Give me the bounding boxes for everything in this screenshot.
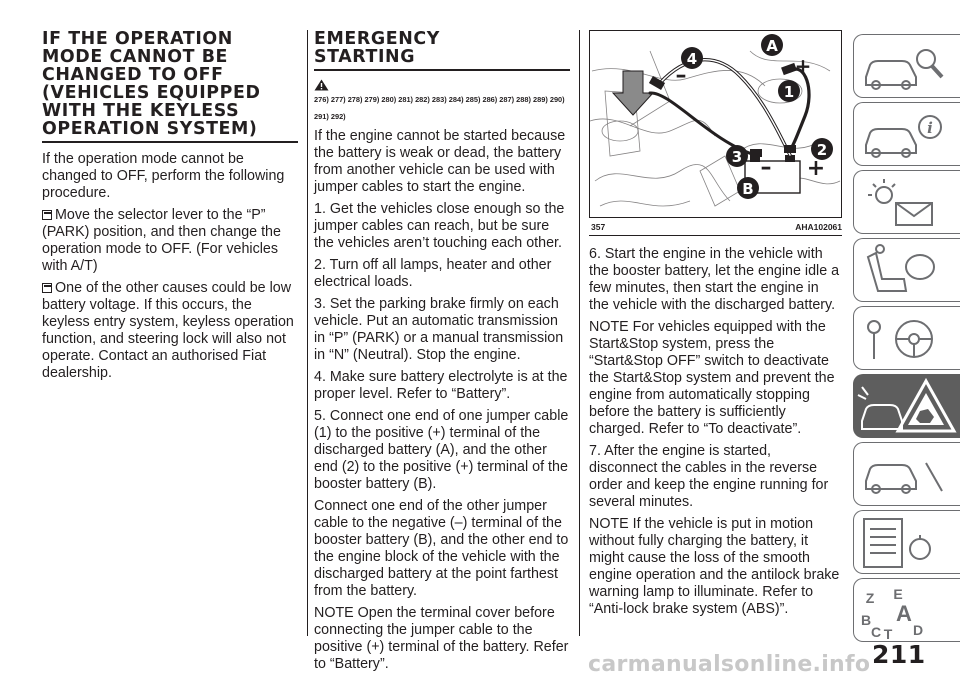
plus-sign-2: + <box>806 156 826 181</box>
callout-3: 3 <box>731 148 743 166</box>
alphabetical-index-icon <box>854 579 960 643</box>
figure-code: AHA102061 <box>795 222 842 232</box>
column-emergency-starting <box>314 30 570 678</box>
index-letter-t: T <box>883 626 893 642</box>
tab-maintenance[interactable] <box>853 442 960 506</box>
callout-a: A <box>766 37 778 55</box>
step-2: 2. Turn off all lamps, heater and other electrical loads. <box>314 257 552 290</box>
page-number: 211 <box>872 640 926 669</box>
index-letter-a: A <box>896 601 912 626</box>
callout-4: 4 <box>686 50 698 68</box>
tab-knowing-your-vehicle[interactable] <box>853 34 960 98</box>
seat-airbag-icon <box>854 239 960 303</box>
jump-start-illustration <box>589 30 842 218</box>
note: NOTE For vehicles equipped with the Start&Stop system, press the “Start&Stop OFF” switch to deactivate the Start&Stop system and prevent the engine from automatically stopping before the battery is sufficiently charged. Refer to “To deactivate”. <box>589 319 835 437</box>
car-breakdown-warning-icon <box>854 375 960 439</box>
note: NOTE If the vehicle is put in motion without fully charging the battery, it might cause the loss of the smooth engine operation and the antilock brake warning lamp to illuminate. Refer to “Anti-lock brake system (ABS)”. <box>589 516 840 617</box>
car-service-icon <box>854 443 960 507</box>
plus-sign-a: + <box>794 54 812 78</box>
specifications-icon <box>854 511 960 575</box>
figure-caption <box>589 221 842 236</box>
watermark-text: carmanualsonline.info <box>588 652 871 677</box>
step-5: 5. Connect one end of one jumper cable (1) to the positive (+) terminal of the discharged battery (A), and the other end (2) to the positive (+) terminal of the booster battery (B). <box>314 408 569 492</box>
figure-number: 357 <box>591 222 606 232</box>
location-arrow-icon <box>613 71 653 115</box>
paragraph: If the engine cannot be started because the battery is weak or dead, the battery from another vehicle can be used with jumper cables to start the engine. <box>314 128 566 195</box>
step-3: 3. Set the parking brake firmly on each vehicle. Put an automatic transmission in “P” (PARK) or a manual transmission in “N” (Neutral). Stop the engine. <box>314 296 564 363</box>
note: NOTE Open the terminal cover before connecting the jumper cable to the positive (+) terminal of the battery. Refer to “Battery”. <box>314 605 569 672</box>
index-letter-c: C <box>870 624 882 640</box>
svg-text:i: i <box>927 119 933 137</box>
bullet-icon <box>42 283 52 293</box>
step-7: 7. After the engine is started, disconnect the cables in the reverse order and keep the engine running for several minutes. <box>589 443 829 510</box>
tab-safety[interactable] <box>853 238 960 302</box>
minus-sign-4: – <box>675 63 687 88</box>
minus-sign-3: – <box>760 155 772 180</box>
index-letter-z: Z <box>865 590 875 606</box>
callout-2: 2 <box>816 141 828 159</box>
bullet-text: One of the other causes could be low battery voltage. If this occurs, the keyless entry system, keyless operation function, and steering lock will also not operate. Contact an authorised Fiat dealership. <box>42 280 294 381</box>
jump-start-diagram <box>590 31 842 218</box>
warning-lights-message-icon <box>854 171 960 235</box>
car-magnifier-icon <box>854 35 960 99</box>
index-letter-b: B <box>860 612 872 628</box>
intro-paragraph: If the operation mode cannot be changed to OFF, perform the following procedure. <box>42 151 285 201</box>
index-letter-e: E <box>893 586 903 602</box>
section-heading-bar <box>314 30 570 71</box>
callout-1: 1 <box>783 83 795 101</box>
bullet-paragraph-2 <box>42 280 298 382</box>
car-info-icon <box>854 103 960 167</box>
callout-b: B <box>742 180 754 198</box>
section-heading-operation-mode: IF THE OPERATION MODE CANNOT BE CHANGED TO OFF (VEHICLES EQUIPPED WITH THE KEYLESS OPERATION SYSTEM) <box>42 29 261 139</box>
tab-in-an-emergency[interactable] <box>853 374 960 438</box>
bullet-icon <box>42 210 52 220</box>
column-divider <box>307 30 308 636</box>
section-heading-bar <box>42 30 298 143</box>
column-emergency-starting-cont <box>589 30 842 623</box>
column-divider <box>579 30 580 636</box>
warning-reference-numbers[interactable]: 276) 277) 278) 279) 280) 281) 282) 283) 284) 285) 286) 287) 288) 289) 290) 291) 292) <box>314 95 565 121</box>
tab-vehicle-info[interactable] <box>853 102 960 166</box>
warning-references <box>314 79 570 125</box>
key-steering-wheel-icon <box>854 307 960 371</box>
index-letter-d: D <box>912 622 924 638</box>
tab-technical-data[interactable] <box>853 510 960 574</box>
bullet-paragraph-1 <box>42 207 298 275</box>
step-6: 6. Start the engine in the vehicle with the booster battery, let the engine idle a few minutes, then start the engine in the vehicle with the discharged battery. <box>589 246 840 313</box>
column-operation-mode <box>42 30 298 387</box>
tab-starting-driving[interactable] <box>853 306 960 370</box>
warning-triangle-icon <box>314 79 329 91</box>
step-1: 1. Get the vehicles close enough so the jumper cables can reach, but be sure the vehicles aren’t touching each other. <box>314 201 565 251</box>
step-4: 4. Make sure battery electrolyte is at the proper level. Refer to “Battery”. <box>314 369 568 402</box>
tab-warning-lights[interactable] <box>853 170 960 234</box>
paragraph: Connect one end of the other jumper cable to the negative (–) terminal of the booster battery (B), and the other end to the engine block of the vehicle with the discharged battery at the point farthest from the battery. <box>314 498 569 599</box>
tab-alphabetical-index[interactable] <box>853 578 960 642</box>
section-heading-emergency-starting: EMERGENCY STARTING <box>314 29 440 67</box>
bullet-text: Move the selector lever to the “P” (PARK) position, and then change the operation mode to OFF. (For vehicles with A/T) <box>42 207 281 274</box>
